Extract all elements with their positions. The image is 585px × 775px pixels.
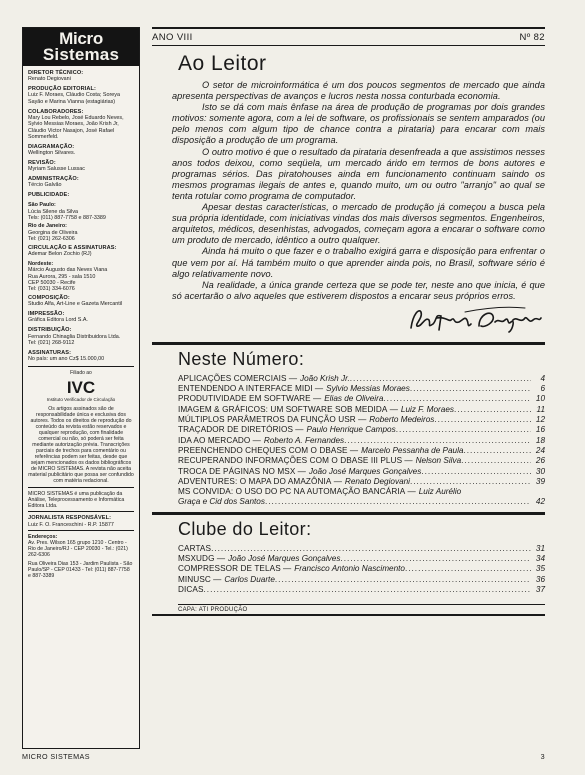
credit-heading: DISTRIBUIÇÃO: <box>28 327 72 334</box>
toc-title: MÚLTIPLOS PARÂMETROS DA FUNÇÃO USR <box>178 415 356 425</box>
credit-body: Gráfica Editora Lord S.A. <box>28 317 88 324</box>
toc-author: Roberto A. Fernandes <box>263 435 345 445</box>
addresses-heading: Endereços: <box>28 534 58 541</box>
toc-entry: MS CONVIDA: O USO DO PC NA AUTOMAÇÃO BANCÁRIA — Luiz Aurélio Graça e Cid dos Santos ..... 42 <box>178 487 545 508</box>
credit-block <box>28 109 134 140</box>
credits-list <box>23 66 139 579</box>
affiliation-caption: Instituto Verificador de Circulação <box>46 397 116 403</box>
toc-page: 37 <box>535 584 545 594</box>
toc-entry: ADVENTURES: O MAPA DO AMAZÔNIA — Renato Degiovani ..... 39 <box>178 477 545 487</box>
toc-title: PREENCHENDO CHEQUES COM O DBASE <box>178 445 348 455</box>
credit-body: Wellington Silvares. <box>28 150 76 157</box>
toc-author: Sylvio Messias Moraes <box>326 384 410 394</box>
toc-title: IMAGEM & GRÁFICOS: UM SOFTWARE SOB MEDIDA <box>178 404 388 414</box>
journalist-heading: JORNALISTA RESPONSÁVEL: <box>28 515 112 522</box>
affiliation-block <box>28 370 134 404</box>
toc-leader <box>454 405 531 415</box>
toc-page: 39 <box>535 476 545 486</box>
credit-block <box>28 86 134 105</box>
cover-credit: CAPA: ATI PRODUÇÃO <box>178 604 545 613</box>
toc-leader <box>410 477 531 487</box>
toc-entry: MSXUDG — João José Marques Gonçalves ..... 34 <box>178 554 545 564</box>
toc-author: Carlos Duarte <box>224 574 275 584</box>
section-rule <box>152 342 545 345</box>
credit-heading: DIAGRAMAÇÃO: <box>28 143 75 150</box>
toc-entry: MINUSC — Carlos Duarte ..... 36 <box>178 575 545 585</box>
toc-leader <box>464 446 532 456</box>
credit-heading: Nordeste: <box>28 260 54 267</box>
toc-author-continued: Graça e Cid dos Santos <box>178 497 265 507</box>
toc-page: 18 <box>535 435 545 445</box>
toc-page: 26 <box>535 456 545 466</box>
credit-heading: PUBLICIDADE: <box>28 192 70 199</box>
credit-heading: REVISÃO: <box>28 159 56 166</box>
credit-block <box>28 144 134 157</box>
credit-block <box>28 160 134 173</box>
copyright-disclaimer: Os artigos assinados são de responsabilidade única e exclusiva dos autores. Todos os direitos de reprodução do conteúdo da revista estão reservados e qualquer reprodução, com finalidade comercial ou não, só poderá ser feita mediante autorização prévia. Transcrições parciais de trechos para comentário ou referências podem ser feitas, desde que sejam mencionados os dados bibliográficos de MICRO SISTEMAS. A revista não aceita material publicitário que possa ser confundido com matéria redacional. <box>28 406 134 485</box>
ivc-logo-icon <box>61 378 101 396</box>
toc-leader <box>275 575 531 585</box>
credit-heading: IMPRESSÃO: <box>28 311 65 318</box>
toc-author: Francisco Antonio Nascimento <box>294 564 405 574</box>
toc-author: Luiz Aurélio <box>418 487 462 497</box>
toc-leader <box>410 384 531 394</box>
toc-page: 24 <box>535 445 545 455</box>
credit-body: Márcio Augusto das Neves Viana Rua Aurora, 295 - sala 1510 CEP 50030 - Recife Tel: (031) 334-6076 <box>28 267 108 293</box>
toc-leader <box>211 544 531 554</box>
credit-block <box>28 311 134 324</box>
toc-author: Elias de Oliveira <box>324 394 384 404</box>
toc-entry: TROCA DE PÁGINAS NO MSX — João José Marques Gonçalves ..... 30 <box>178 467 545 477</box>
credit-body: Luiz F. Moraes, Cláudio Costa; Soreya Sayão e Marina Vianna (estagiárias) <box>28 92 120 105</box>
credit-body: Tércio Galvão <box>28 182 62 189</box>
credit-heading: ADMINISTRAÇÃO: <box>28 176 79 183</box>
toc-leader <box>434 415 531 425</box>
toc-page: 6 <box>540 384 545 394</box>
toc-author: Luiz F. Moraes <box>400 404 454 414</box>
credits-divider <box>28 511 134 512</box>
affiliation-label: Filiado ao <box>70 369 92 376</box>
toc-title: TROCA DE PÁGINAS NO MSX <box>178 466 296 476</box>
toc-leader <box>421 467 531 477</box>
toc-leader <box>204 585 531 595</box>
toc-leader <box>461 456 531 466</box>
toc-entry <box>178 585 545 595</box>
ivc-logo-text: IVC <box>66 378 96 397</box>
toc-author: Nelson Silva <box>415 456 462 466</box>
toc-page: 36 <box>535 574 545 584</box>
toc-title: ENTENDENDO A INTERFACE MIDI <box>178 384 313 394</box>
toc-title: PRODUTIVIDADE EM SOFTWARE <box>178 394 311 404</box>
editorial-paragraph: O outro motivo é que o resultado da pirataria desenfreada a que assistimos nesses anos todos deixou, como seqüela, um mercado árido em termos de bons autores e programas sérios. Das piratohouses ainda em funcionamento continuam saindo os mesmos programas ilegais de antes e, quando muito, um ou outro "arranjo" ao qual se tenta rotular como programa de computador. <box>172 146 545 201</box>
toc-title: MINUSC <box>178 574 211 584</box>
issue-number: Nº 82 <box>519 32 545 43</box>
toc-entry: MÚLTIPLOS PARÂMETROS DA FUNÇÃO USR — Roberto Medeiros ..... 12 <box>178 415 545 425</box>
toc-entry: COMPRESSOR DE TELAS — Francisco Antonio Nascimento ..... 35 <box>178 564 545 574</box>
toc-entry: ENTENDENDO A INTERFACE MIDI — Sylvio Messias Moraes ..... 6 <box>178 384 545 394</box>
toc-title: DICAS <box>178 584 204 594</box>
credit-body: Mary Lou Rebelo, José Eduardo Neves, Sylvio Messias Moraes, João Krish Jr, Cláudio Victor Nasajon, José Rafael Sommerfeld. <box>28 114 124 140</box>
credits-divider <box>28 487 134 488</box>
publisher-note: MICRO SISTEMAS é uma publicação da Análise, Teleprocessamento e Informática Editora Ltda. <box>28 491 125 510</box>
toc-title: ADVENTURES: O MAPA DO AMAZÔNIA <box>178 476 332 486</box>
editorial-title: Ao Leitor <box>178 52 267 75</box>
credit-block <box>28 350 134 363</box>
main-column <box>152 27 545 616</box>
editorial-paragraph: Isto se dá com mais ênfase na área de produção de programas por dois grandes motivos: somente agora, com a lei de software, os profissionais se sentem amparados (ou pelo menos com algum tipo de chance contra a pirataria) para encarar com mais disposição a produção de um programa. <box>172 102 545 146</box>
header-rule <box>152 45 545 46</box>
section-rule-2 <box>152 512 545 515</box>
credit-block <box>28 261 134 292</box>
toc-page: 11 <box>536 404 545 414</box>
toc-entry: APLICAÇÕES COMERCIAIS — João Krish Jr. ..... 4 <box>178 374 545 384</box>
toc-page: 12 <box>535 415 545 425</box>
toc-entry: IMAGEM & GRÁFICOS: UM SOFTWARE SOB MEDIDA — Luiz F. Moraes ..... 11 <box>178 405 545 415</box>
end-rule <box>152 614 545 616</box>
credit-body: Myriam Salusse Lussac <box>28 166 85 173</box>
credit-body: Georgina de Oliveira Tel: (021) 262-6306 <box>28 229 78 243</box>
address-sp: Rua Oliveira Dias 153 - Jardim Paulista - São Paulo/SP - CEP 01433 - Tel: (011) 887-7758 e 887-3389 <box>28 561 133 580</box>
signature-icon <box>405 302 545 336</box>
volume-label: ANO VIII <box>152 32 193 43</box>
journalist-body: Luiz F. O. Franceschini - R.P. 15877 <box>28 521 114 528</box>
toc-title: CARTAS <box>178 543 212 553</box>
credit-block <box>28 202 134 221</box>
footer-magazine-name: MICRO SISTEMAS <box>22 752 90 761</box>
credit-heading: CIRCULAÇÃO E ASSINATURAS: <box>28 244 117 251</box>
toc-leader <box>383 394 531 404</box>
logo-line-1: Micro <box>59 29 103 48</box>
toc-leader <box>344 436 531 446</box>
toc-leader <box>265 497 531 507</box>
club-title: Clube do Leitor: <box>178 518 312 539</box>
credit-heading: COLABORADORES: <box>28 108 84 115</box>
credit-body: Studio Alfa, Art-Line e Gazeta Mercantil <box>28 301 123 308</box>
toc-title: APLICAÇÕES COMERCIAIS <box>178 373 287 383</box>
contents-list <box>178 374 545 508</box>
credit-block <box>28 70 134 83</box>
toc-title: IDA AO MERCADO <box>178 435 251 445</box>
editor-signature <box>152 302 545 336</box>
credits-divider <box>28 366 134 367</box>
toc-page: 4 <box>540 373 545 383</box>
editorial-paragraph: Na realidade, a única grande certeza que se pode ter, neste ano que inicia, é que só acertarão o alvo aqueles que estiverem dispostos a encarar seus próprios erros. <box>172 279 545 301</box>
toc-title: MS CONVIDA: O USO DO PC NA AUTOMAÇÃO BANCÁRIA <box>178 487 406 497</box>
issue-header <box>152 27 545 43</box>
credit-block <box>28 245 134 258</box>
credit-heading: COMPOSIÇÃO: <box>28 294 70 301</box>
toc-title: RECUPERANDO INFORMAÇÕES COM O DBASE III PLUS <box>178 456 403 466</box>
editorial-body <box>152 80 545 302</box>
credit-block <box>28 327 134 346</box>
toc-leader <box>396 425 531 435</box>
magazine-logo <box>23 28 139 66</box>
editorial-paragraph: O setor de microinformática é um dos poucos segmentos de mercado que ainda apresenta perspectivas de avanços e lucros nesta nossa conturbada economia. <box>172 80 545 102</box>
credit-body: Renato Degiovani <box>28 76 71 83</box>
credit-heading: ASSINATURAS: <box>28 349 72 356</box>
toc-author: Renato Degiovani <box>344 476 410 486</box>
credit-heading: PRODUÇÃO EDITORIAL: <box>28 86 96 93</box>
masthead-sidebar <box>22 27 140 749</box>
toc-leader <box>340 554 531 564</box>
toc-page: 31 <box>535 543 545 553</box>
toc-title: COMPRESSOR DE TELAS <box>178 564 281 574</box>
toc-page: 30 <box>535 466 545 476</box>
toc-entry <box>178 544 545 554</box>
toc-entry: PREENCHENDO CHEQUES COM O DBASE — Marcelo Pessanha de Paula ..... 24 <box>178 446 545 456</box>
toc-author: João José Marques Gonçalves <box>308 466 422 476</box>
credit-heading: DIRETOR TÉCNICO: <box>28 70 84 76</box>
credit-body: Fernando Chinaglia Distribuidora Ltda. Tel: (021) 268-9112 <box>28 333 121 346</box>
credit-body: Ademar Belon Zochio (RJ) <box>28 251 92 258</box>
contents-title: Neste Número: <box>178 348 305 369</box>
toc-leader <box>350 374 531 384</box>
credit-block <box>28 176 134 189</box>
toc-page: 16 <box>535 425 545 435</box>
toc-page: 35 <box>535 564 545 574</box>
toc-page: 42 <box>535 497 545 507</box>
toc-entry: TRAÇADOR DE DIRETÓRIOS — Paulo Henrique Campos ..... 16 <box>178 425 545 435</box>
credit-block <box>28 295 134 308</box>
toc-leader <box>405 564 531 574</box>
toc-entry: IDA AO MERCADO — Roberto A. Fernandes ..... 18 <box>178 436 545 446</box>
toc-author: Paulo Henrique Campos <box>306 425 396 435</box>
toc-title: MSXUDG <box>178 554 215 564</box>
page-footer <box>22 752 545 761</box>
toc-title: TRAÇADOR DE DIRETÓRIOS <box>178 425 294 435</box>
credits-divider <box>28 530 134 531</box>
credit-body: No país: um ano Cz$ 15.000,00 <box>28 355 105 362</box>
toc-author: Marcelo Pessanha de Paula <box>361 445 464 455</box>
toc-author: João José Marques Gonçalves <box>228 554 341 564</box>
credit-heading: Rio de Janeiro: <box>28 223 67 230</box>
credit-block <box>28 192 134 198</box>
editorial-paragraph: Ainda há muito o que fazer e o trabalho exigirá garra e disposição para enfrentar o que vem por aí. Há também muito o que aprender ainda pois, no Brasil, software sério é algo relativamente novo. <box>172 246 545 279</box>
credit-block <box>28 223 134 242</box>
club-list <box>178 544 545 595</box>
credit-body: Lúcia Silene da Silva Tels: (011) 887-7758 e 887-3389 <box>28 208 106 221</box>
toc-page: 34 <box>535 554 545 564</box>
address-rio: Av. Pres. Wilson 165 grupo 1210 - Centro - Rio de Janeiro/RJ - CEP 20030 - Tel.: (021) 262-6306 <box>28 540 128 559</box>
editorial-paragraph: Apesar destas características, o mercado de produção já começou a busca pela sua própria identidade, com iniciativas vindas dos mais diversos segmentos. Engenheiros, arquitetos, médicos, desenhistas, advogados, começam agora a encarar o software como um produto de mercado, idêntico a outro qualquer. <box>172 202 545 246</box>
logo-line-2: Sistemas <box>42 45 120 64</box>
page-number: 3 <box>540 752 545 761</box>
toc-entry: RECUPERANDO INFORMAÇÕES COM O DBASE III PLUS — Nelson Silva ..... 26 <box>178 456 545 466</box>
credit-heading: São Paulo: <box>28 202 56 209</box>
toc-author: Roberto Medeiros <box>369 415 435 425</box>
toc-entry: PRODUTIVIDADE EM SOFTWARE — Elias de Oliveira ..... 10 <box>178 394 545 404</box>
toc-author: João Krish Jr. <box>300 373 350 383</box>
toc-page: 10 <box>535 394 545 404</box>
